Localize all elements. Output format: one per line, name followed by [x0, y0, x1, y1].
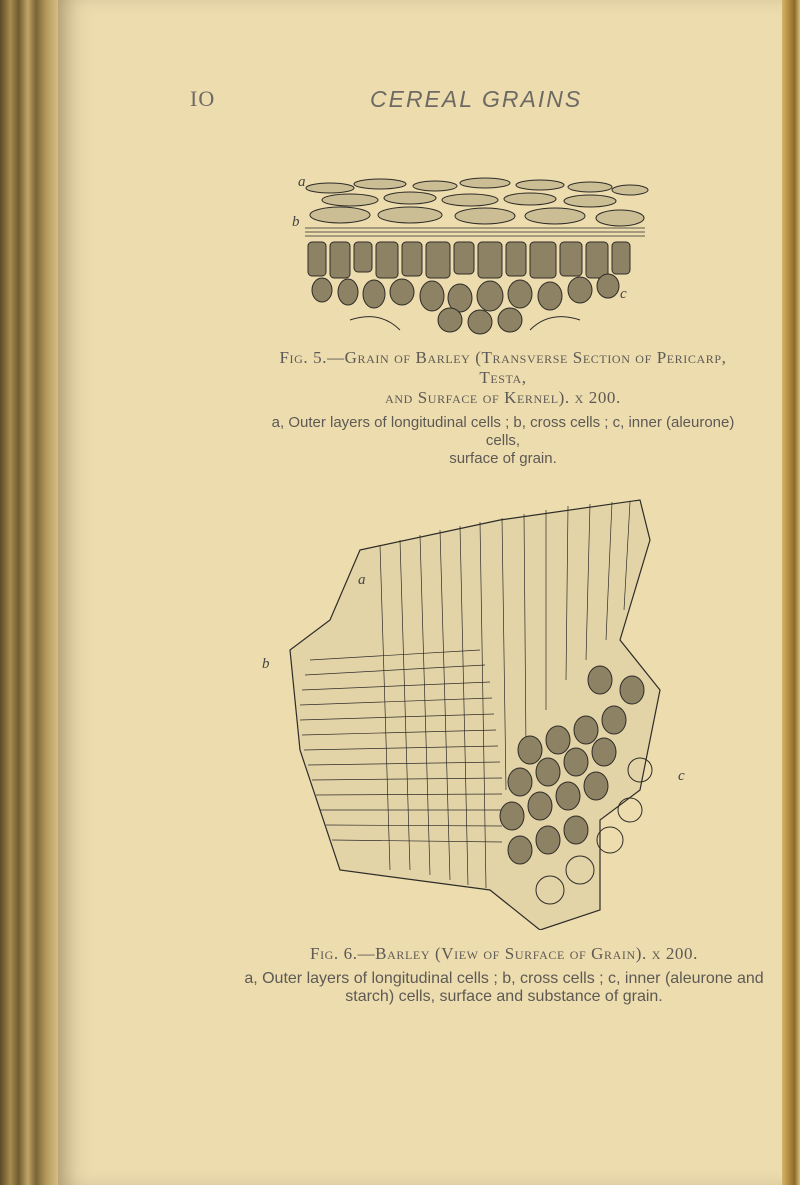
running-title: CEREAL GRAINS: [370, 86, 583, 112]
figure-5-label-c: c: [620, 286, 627, 302]
figure-5-title-line2: and Surface of Kernel). x 200.: [385, 388, 621, 407]
figure-5-label-b: b: [292, 214, 300, 230]
figure-6-title: Fig. 6.—Barley (View of Surface of Grain). x 200.: [310, 944, 698, 963]
figure-5-caption: [258, 348, 748, 468]
figure-6-label-b: b: [262, 656, 270, 672]
page-edge-right: [782, 0, 800, 1185]
figure-5-title-line1: Fig. 5.—Grain of Barley (Transverse Section of Pericarp, Testa,: [279, 348, 727, 387]
figure-6-caption: [244, 944, 764, 1006]
figure-5-label-a: a: [298, 174, 306, 190]
running-head: [58, 86, 782, 116]
figure-6-illustration: [280, 490, 680, 930]
figure-6-legend-line1: a, Outer layers of longitudinal cells ; b, cross cells ; c, inner (aleurone and: [244, 970, 764, 987]
book-binding-left: [0, 0, 58, 1185]
page-number: IO: [190, 86, 216, 111]
figure-5-illustration: [290, 170, 660, 340]
figure-5-legend-line1: a, Outer layers of longitudinal cells ; b, cross cells ; c, inner (aleurone) cells,: [271, 414, 735, 449]
figure-6-legend-line2: starch) cells, surface and substance of grain.: [345, 988, 663, 1005]
figure-6-label-c: c: [678, 768, 685, 784]
figure-5-legend-line2: surface of grain.: [449, 450, 557, 467]
figure-6-label-a: a: [358, 572, 366, 588]
